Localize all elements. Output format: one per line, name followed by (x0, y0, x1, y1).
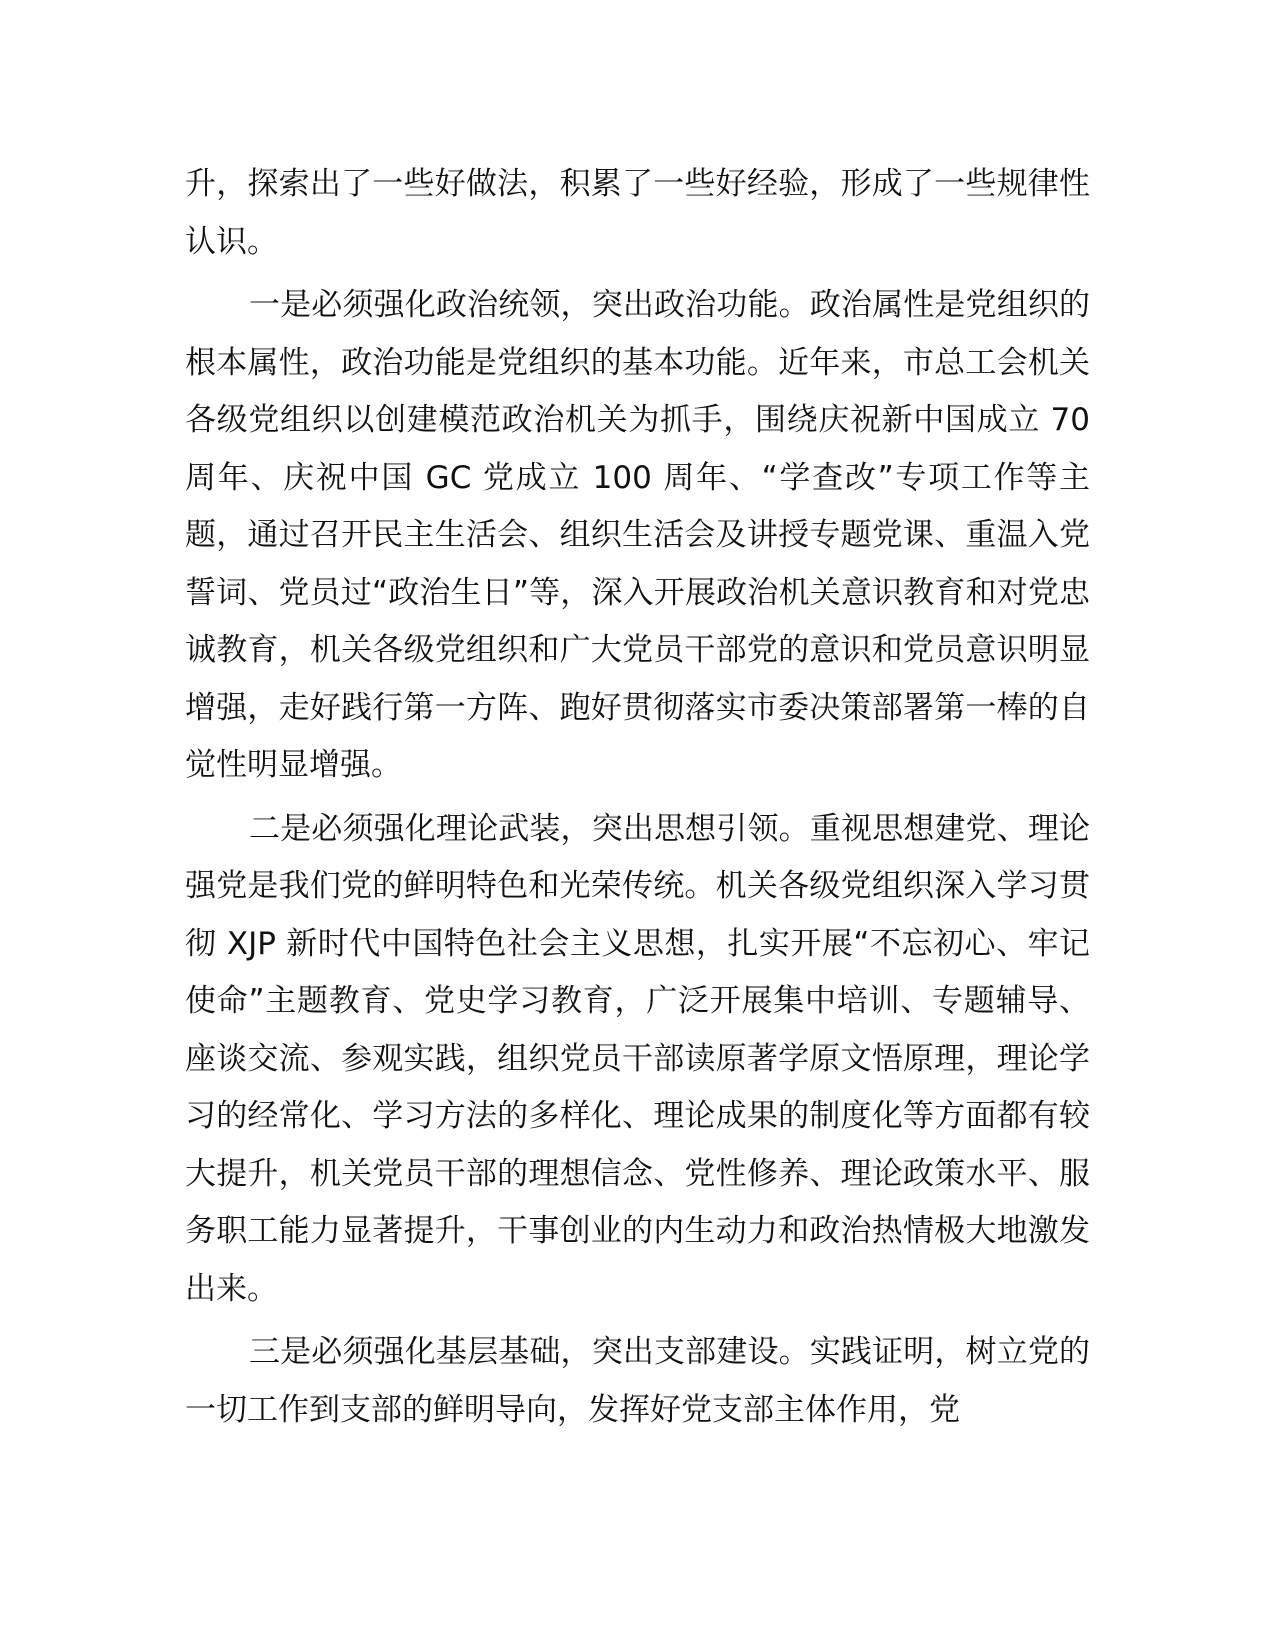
paragraph-continuation: 升，探索出了一些好做法，积累了一些好经验，形成了一些规律性认识。 (185, 166, 1090, 260)
document-body (185, 156, 1090, 1445)
paragraph-political-leadership: 一是必须强化政治统领，突出政治功能。政治属性是党组织的根本属性，政治功能是党组织的基本功能。近年来，市总工会机关各级党组织以创建模范政治机关为抓手，围绕庆祝新中国成立 70 周年、庆祝中国 GC 党成立 100 周年、“学查改”专项工作等主题，通过召开民主生活会、组织生活会及讲授专题党课、重温入党誓词、党员过“政治生日”等，深入开展政治机关意识教育和对党忠诚教育，机关各级党组织和广大党员干部党的意识和党员意识明显增强，走好践行第一方阵、跑好贯彻落实市委决策部署第一棒的自觉性明显增强。 (185, 287, 1090, 783)
paragraph-grassroots-foundation: 三是必须强化基层基础，突出支部建设。实践证明，树立党的一切工作到支部的鲜明导向，发挥好党支部主体作用，党 (185, 1334, 1090, 1428)
paragraph-theoretical-arming: 二是必须强化理论武装，突出思想引领。重视思想建党、理论强党是我们党的鲜明特色和光荣传统。机关各级党组织深入学习贯彻 XJP 新时代中国特色社会主义思想，扎实开展“不忘初心、牢记使命”主题教育、党史学习教育，广泛开展集中培训、专题辅导、座谈交流、参观实践，组织党员干部读原著学原文悟原理，理论学习的经常化、学习方法的多样化、理论成果的制度化等方面都有较大提升，机关党员干部的理想信念、党性修养、理论政策水平、服务职工能力显著提升，干事创业的内生动力和政治热情极大地激发出来。 (185, 810, 1090, 1307)
